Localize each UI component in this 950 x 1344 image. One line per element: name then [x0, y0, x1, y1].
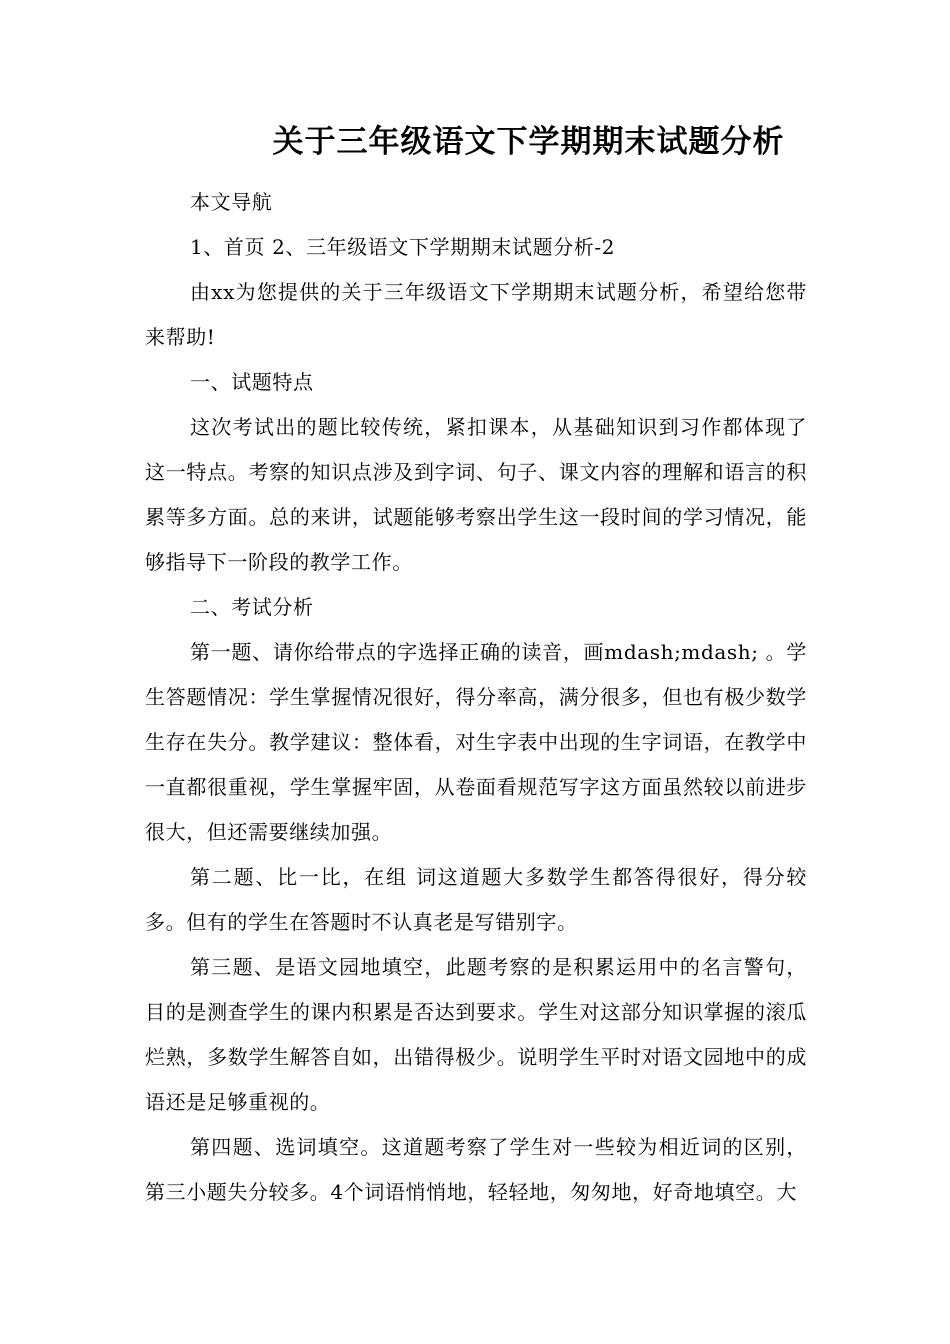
paragraph-question-4: 第四题、选词填空。这道题考察了学生对一些较为相近词的区别，第三小题失分较多。4个词语悄悄地，轻轻地，匆匆地，好奇地填空。大 [145, 1135, 807, 1204]
paragraph-question-3: 第三题、是语文园地填空，此题考察的是积累运用中的名言警句，目的是测查学生的课内积累是否达到要求。学生对这部分知识掌握的滚瓜烂熟，多数学生解答自如，出错得极少。说明学生平时对语文园地中的成语还是足够重视的。 [145, 955, 807, 1114]
section-heading-analysis: 二、考试分析 [190, 595, 314, 619]
document-body [145, 180, 807, 1215]
document-title: 关于三年级语文下学期期末试题分析 [272, 124, 785, 160]
paragraph-question-2: 第二题、比一比，在组 词这道题大多数学生都答得很好，得分较多。但有的学生在答题时不认真老是写错别字。 [145, 865, 807, 934]
paragraph-features: 这次考试出的题比较传统，紧扣课本，从基础知识到习作都体现了这一特点。考察的知识点涉及到字词、句子、课文内容的理解和语言的积累等多方面。总的来讲，试题能够考察出学生这一段时间的学习情况，能够指导下一阶段的教学工作。 [145, 415, 807, 574]
paragraph-nav-heading: 本文导航 [190, 190, 273, 214]
section-heading-features: 一、试题特点 [190, 370, 314, 394]
paragraph-intro: 由xx为您提供的关于三年级语文下学期期末试题分析，希望给您带来帮助! [145, 280, 807, 349]
paragraph-question-1: 第一题、请你给带点的字选择正确的读音，画mdash;mdash; 。学生答题情况：学生掌握情况很好，得分率高，满分很多，但也有极少数学生存在失分。教学建议：整体看，对生字表中出现的生字词语，在教学中一直都很重视，学生掌握牢固，从卷面看规范写字这方面虽然较以前进步很大，但还需要继续加强。 [145, 640, 807, 844]
paragraph-nav-links: 1、首页 2、三年级语文下学期期末试题分析-2 [190, 235, 616, 259]
